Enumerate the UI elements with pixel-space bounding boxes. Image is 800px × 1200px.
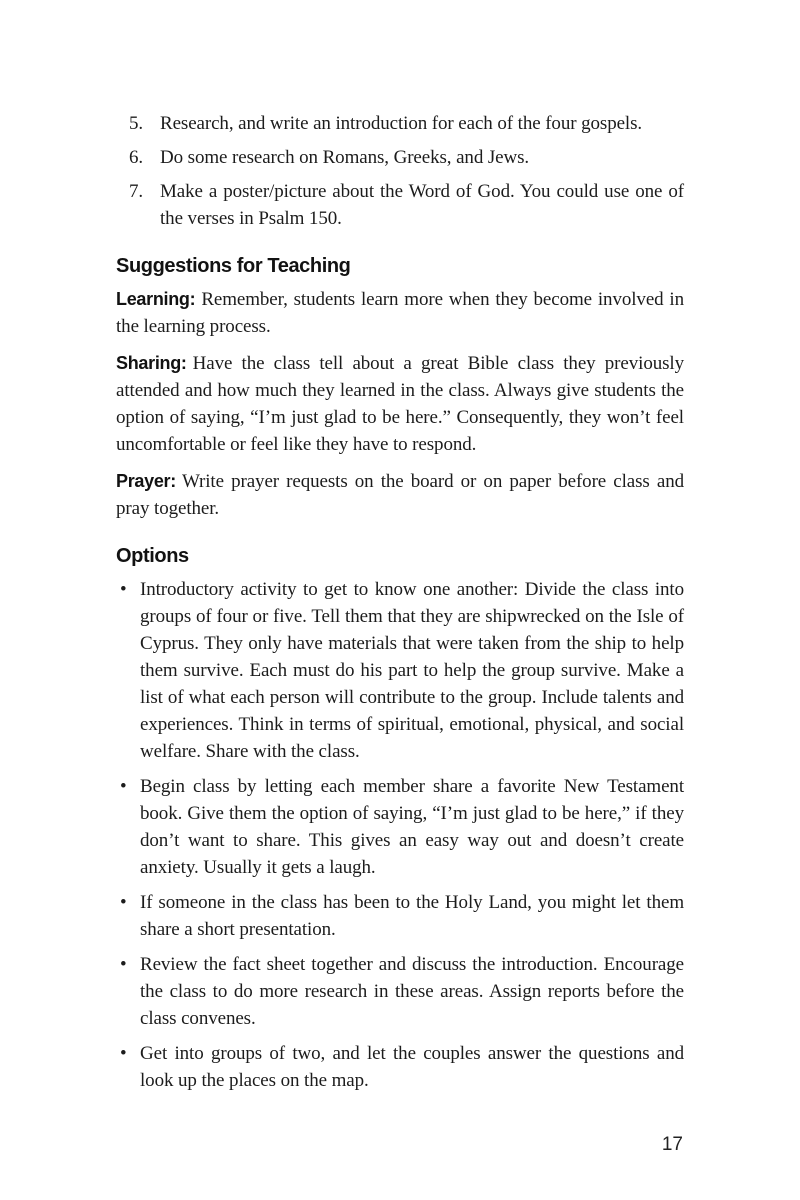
bullet-text: If someone in the class has been to the Holy Land, you might let them share a short presentation. xyxy=(140,892,684,940)
list-number: 7. xyxy=(129,181,144,202)
paragraph-sharing xyxy=(116,350,684,458)
paragraph-prayer xyxy=(116,468,684,522)
list-number: 6. xyxy=(129,147,144,168)
page-number: 17 xyxy=(661,1134,683,1155)
list-item-text: Research, and write an introduction for each of the four gospels. xyxy=(160,113,643,134)
paragraph-label-learning: Learning: xyxy=(116,289,196,309)
bullet-text: Review the fact sheet together and discuss the introduction. Encourage the class to do more research in these areas. Assign reports before the class convenes. xyxy=(140,954,684,1029)
list-item-text: Do some research on Romans, Greeks, and Jews. xyxy=(160,147,530,168)
numbered-item xyxy=(116,110,684,137)
bullet-item xyxy=(116,576,684,765)
bullet-icon: • xyxy=(120,1043,127,1064)
bullet-icon: • xyxy=(120,776,127,797)
paragraph-text: Write prayer requests on the board or on paper before class and pray together. xyxy=(116,471,684,519)
bullet-item xyxy=(116,889,684,943)
numbered-item xyxy=(116,178,684,232)
paragraph-text: Have the class tell about a great Bible class they previously attended and how much they learned in the class. Always give students the option of saying, “I’m just glad to be here.” Consequently, they won’t feel uncomfortable or feel like they have to respond. xyxy=(116,353,684,455)
bullet-icon: • xyxy=(120,892,127,913)
paragraph-label-prayer: Prayer: xyxy=(116,471,176,491)
section-heading-options: Options xyxy=(116,545,189,567)
paragraph-text: Remember, students learn more when they become involved in the learning process. xyxy=(116,289,684,337)
paragraph-label-sharing: Sharing: xyxy=(116,353,187,373)
bullet-item xyxy=(116,1040,684,1094)
paragraph-learning xyxy=(116,286,684,340)
page-content xyxy=(116,110,684,1102)
bullet-text: Introductory activity to get to know one another: Divide the class into groups of four or five. Tell them that they are shipwrecked on the Isle of Cyprus. They only have materials that were taken from the ship to help them survive. Each must do his part to help the group survive. Make a list of what each person will contribute to the group. Include talents and experiences. Think in terms of spiritual, emotional, physical, and social welfare. Share with the class. xyxy=(140,579,684,762)
bullet-text: Get into groups of two, and let the couples answer the questions and look up the places on the map. xyxy=(140,1043,684,1091)
list-number: 5. xyxy=(129,113,144,134)
list-item-text: Make a poster/picture about the Word of God. You could use one of the verses in Psalm 150. xyxy=(160,181,684,229)
bullet-icon: • xyxy=(120,579,127,600)
bullet-item xyxy=(116,951,684,1032)
section-heading-suggestions-for-teaching: Suggestions for Teaching xyxy=(116,255,351,277)
bullet-text: Begin class by letting each member share a favorite New Testament book. Give them the option of saying, “I’m just glad to be here,” if they don’t want to share. This gives an easy way out and doesn’t create anxiety. Usually it gets a laugh. xyxy=(140,776,684,878)
bullet-icon: • xyxy=(120,954,127,975)
numbered-item xyxy=(116,144,684,171)
bullet-item xyxy=(116,773,684,881)
